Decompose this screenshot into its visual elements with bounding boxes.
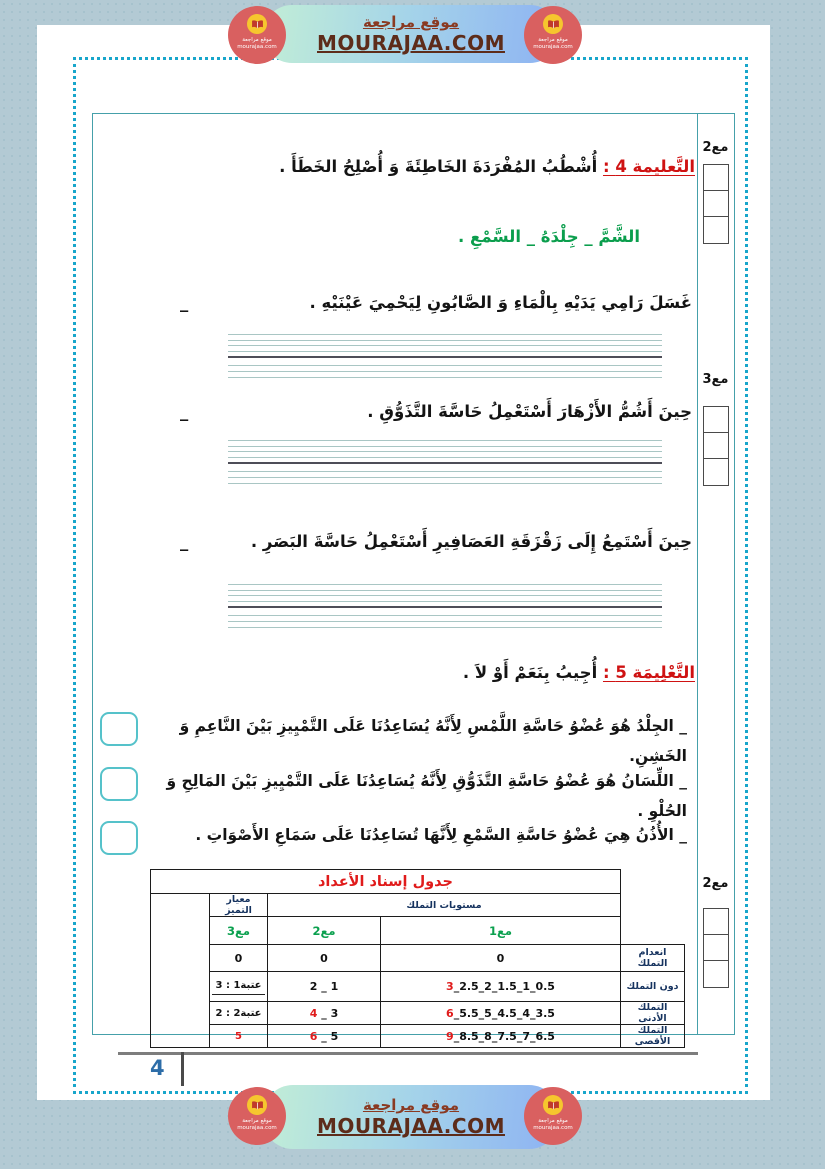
exercise5-statement-2 [150, 766, 687, 826]
exercise4-instruction: أُشْطُبُ المُفْرَدَةَ الخَاطِئَةَ وَ أُصْلِحُ الخَطَأَ . [279, 157, 598, 176]
sentence-text: حِينَ أَسْتَمِعُ إِلَى زَقْزَقَةِ العَصَافِيرِ أَسْتَعْمِلُ حَاسَّةَ البَصَرِ . [250, 532, 692, 551]
score-mark-label: مع3 [702, 372, 729, 387]
exercise5-heading [300, 658, 695, 688]
site-logo-left-footer [228, 1087, 286, 1145]
statement-dash: _ [679, 772, 687, 790]
site-name-arabic: موقع مراجعة [362, 13, 460, 31]
statement-text: الجِلْدُ هُوَ عُضْوُ حَاسَّةِ اللَّمْسِ لِأَنَّهُ يُسَاعِدُنَا عَلَى التَّمْيِيزِ بَيْنَ النَّاعِمِ وَ الخَشِنِ. [179, 717, 687, 765]
score-box [703, 908, 729, 988]
logo-caption-arabic: موقع مراجعة [538, 1118, 568, 1124]
table-cell: 4 _ 3 [268, 1002, 381, 1025]
book-icon [247, 14, 267, 34]
answer-checkbox-1[interactable] [100, 712, 138, 746]
threshold-cell: عتبة1 : 3 [210, 972, 268, 1002]
table-cell: 6_5.5_5_4.5_4_3.5 [381, 1002, 621, 1025]
score-mark-label: مع2 [702, 140, 729, 155]
book-icon [543, 14, 563, 34]
logo-caption-arabic: موقع مراجعة [538, 37, 568, 43]
exercise4-number: التَّعليمة 4 : [602, 157, 695, 176]
sentence-text: غَسَلَ رَامِي يَدَيْهِ بِالْمَاءِ وَ الصَّابُونِ لِيَحْمِيَ عَيْنَيْهِ . [309, 293, 692, 312]
answer-lines [228, 440, 662, 488]
book-icon [247, 1095, 267, 1115]
site-logo-left [228, 6, 286, 64]
statement-text: اللِّسَانُ هُوَ عُضْوُ حَاسَّةِ التَّذَوُّقِ لِأَنَّهُ يُسَاعِدُنَا عَلَى التَّمْيِيزِ بَيْنَ المَالِحِ وَ الحُلْوِ . [166, 772, 687, 820]
page-number: 4 [150, 1056, 165, 1080]
exercise4-sentence-1 [180, 288, 692, 318]
statement-dash: _ [679, 826, 687, 844]
exercise5-instruction: أُجِيبُ بِنَعَمْ أَوْ لاَ . [462, 663, 598, 682]
logo-caption-arabic: موقع مراجعة [242, 37, 272, 43]
threshold-cell: عتبة2 : 2 [210, 1002, 268, 1025]
logo-caption-arabic: موقع مراجعة [242, 1118, 272, 1124]
levels-header: مستويات التملك [268, 894, 621, 917]
exercise5-statement-3 [150, 820, 687, 850]
logo-caption-domain: mourajaa.com [237, 1125, 277, 1131]
score-margin-column [697, 114, 733, 1034]
column-header-maa2: مع2 [268, 917, 381, 945]
table-cell: 9_8.5_8_7.5_7_6.5 [381, 1025, 621, 1048]
grading-table [150, 869, 685, 1048]
sentence-dash: _ [180, 402, 189, 421]
footer-banner [263, 1085, 559, 1149]
score-mark-label: مع2 [702, 876, 729, 891]
logo-caption-domain: mourajaa.com [533, 1125, 573, 1131]
answer-checkbox-2[interactable] [100, 767, 138, 801]
table-cell: 0 [268, 945, 381, 972]
table-cell: 3_2.5_2_1.5_1_0.5 [381, 972, 621, 1002]
exercise4-sentence-3 [180, 527, 692, 557]
answer-lines [228, 334, 662, 382]
header-banner [263, 5, 559, 63]
table-spacer [621, 870, 685, 894]
logo-caption-domain: mourajaa.com [237, 44, 277, 50]
table-cell: 6 _ 5 [268, 1025, 381, 1048]
statement-dash: _ [679, 717, 687, 735]
table-empty-column [151, 894, 210, 1048]
logo-caption-domain: mourajaa.com [533, 44, 573, 50]
table-spacer [621, 894, 685, 917]
exercise4-heading [150, 152, 695, 182]
row-label: انعدام التملك [621, 945, 685, 972]
sentence-text: حِينَ أَشُمُّ الأَزْهَارَ أَسْتَعْمِلُ حَاسَّةَ التَّذَوُّقِ . [367, 402, 692, 421]
exercise4-word-bank: الشَّمَّ _ جِلْدَهُ _ السَّمْعِ . [458, 227, 640, 246]
site-name-arabic: موقع مراجعة [362, 1096, 460, 1114]
exercise5-statement-1 [150, 711, 687, 771]
row-label: التملك الأقصى [621, 1025, 685, 1048]
row-label: دون التملك [621, 972, 685, 1002]
column-header-maa3: مع3 [210, 917, 268, 945]
site-logo-right [524, 6, 582, 64]
answer-lines [228, 584, 662, 632]
page-number-bar [181, 1052, 184, 1086]
row-label: التملك الأدنى [621, 1002, 685, 1025]
column-header-maa1: مع1 [381, 917, 621, 945]
table-cell: 0 [210, 945, 268, 972]
exercise5-number: التَّعْلِيمَة 5 : [602, 663, 695, 682]
table-cell: 0 [381, 945, 621, 972]
table-spacer [621, 917, 685, 945]
sentence-dash: _ [180, 532, 189, 551]
site-domain: MOURAJAA.COM [317, 31, 505, 55]
site-logo-right-footer [524, 1087, 582, 1145]
table-cell: 2 _ 1 [268, 972, 381, 1002]
statement-text: الأُذُنُ هِيَ عُضْوُ حَاسَّةِ السَّمْعِ لِأَنَّهَا تُسَاعِدُنَا عَلَى سَمَاعِ الأَصْوَاتِ . [195, 826, 674, 844]
footer-rule [118, 1052, 698, 1055]
criteria-header: معيار التميز [210, 894, 268, 917]
score-box [703, 164, 729, 244]
score-box [703, 406, 729, 486]
sentence-dash: _ [180, 293, 189, 312]
book-icon [543, 1095, 563, 1115]
answer-checkbox-3[interactable] [100, 821, 138, 855]
exercise4-sentence-2 [180, 397, 692, 427]
table-cell: 5 [210, 1025, 268, 1048]
table-title: جدول إسناد الأعداد [151, 870, 621, 894]
site-domain: MOURAJAA.COM [317, 1114, 505, 1138]
